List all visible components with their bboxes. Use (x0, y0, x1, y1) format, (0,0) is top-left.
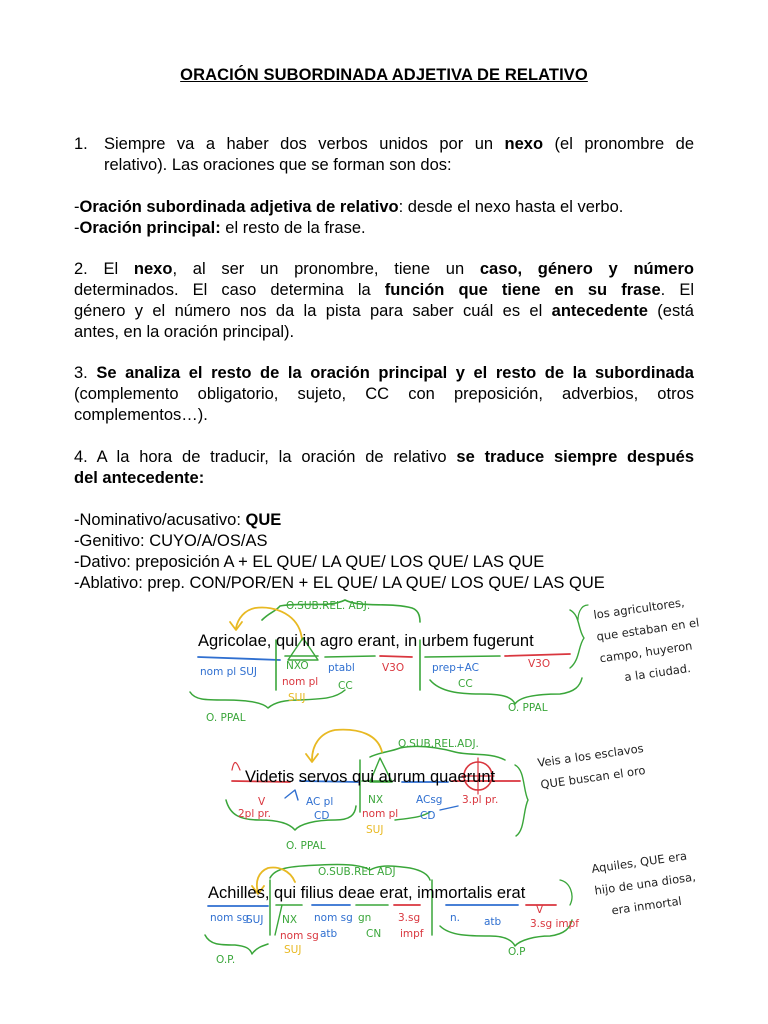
example-sentence-3: Achilles, qui filius deae erat, immortalis erat (208, 884, 526, 902)
ex3-label: gn (358, 912, 372, 924)
ex3-label: O.P. (216, 954, 236, 966)
ex3-label: atb (484, 916, 502, 928)
ex3-label: atb (320, 928, 338, 940)
translation-2: Veis a los esclavos QUE buscan el oro (536, 741, 647, 792)
ex3-label: 3.sg (398, 912, 421, 924)
p2-line-1: 2. El nexo, al ser un pronombre, tiene un caso, género y número (74, 260, 694, 278)
ex2-bracket-label: O.SUB.REL.ADJ. (398, 738, 479, 750)
ex2-label: CD (420, 810, 436, 822)
ex1-label: O. PPAL (206, 712, 246, 724)
ex1-label: nom pl (282, 676, 319, 688)
p1-number: 1. (74, 135, 88, 153)
ex2-label: ACsg (416, 794, 443, 806)
ex2-label: AC pl (306, 796, 334, 808)
case-dativo: -Dativo: preposición A + EL QUE/ LA QUE/ LOS QUE/ LAS QUE (74, 553, 545, 571)
ex1-label: V3O (528, 658, 551, 670)
ex1-label: nom pl SUJ (200, 666, 258, 678)
ex1-bracket-label: O.SUB.REL. ADJ. (286, 600, 371, 612)
p3-line-1: 3. Se analiza el resto de la oración principal y el resto de la subordinada (74, 364, 694, 382)
ex2-label: CD (314, 810, 330, 822)
ex1-label: O. PPAL (508, 702, 548, 714)
ex1-label: ptabl (328, 662, 355, 674)
example-sentence-2: Videtis servos qui aurum quaerunt (245, 768, 496, 786)
ex3-label: O.P (508, 946, 526, 958)
ex3-label: nom sg (210, 912, 249, 924)
ex3-label: n. (450, 912, 460, 924)
ex3-label: CN (366, 928, 382, 940)
case-ablativo: -Ablativo: prep. CON/POR/EN + EL QUE/ LA QUE/ LOS QUE/ LAS QUE (74, 574, 605, 592)
ex2-label: V (258, 796, 266, 808)
p3-line-3: complementos…). (74, 406, 208, 424)
p1-line-2: relativo). Las oraciones que se forman son dos: (104, 156, 452, 174)
p2-line-2: determinados. El caso determina la función que tiene en su frase. El (74, 281, 695, 299)
ex2-label: NX (368, 794, 384, 806)
translation-3: Aquiles, QUE era hijo de una diosa, era inmortal (590, 848, 697, 918)
p4-line-2: del antecedente: (74, 469, 205, 487)
ex1-label: CC (458, 678, 473, 690)
ex3-label: SUJ (284, 944, 302, 956)
ex3-label: impf (400, 928, 424, 940)
ex2-label: 3.pl pr. (462, 794, 499, 806)
example-sentence-1: Agricolae, qui in agro erant, in urbem fugerunt (198, 632, 534, 650)
ex2-label: nom pl (362, 808, 399, 820)
ex1-label: SUJ (288, 692, 306, 704)
page-title: ORACIÓN SUBORDINADA ADJETIVA DE RELATIVO (180, 66, 588, 84)
ex1-label: prep+AC (432, 662, 480, 674)
def-subordinada: -Oración subordinada adjetiva de relativo: desde el nexo hasta el verbo. (74, 198, 624, 216)
p4-line-1: 4. A la hora de traducir, la oración de relativo se traduce siempre después (74, 448, 695, 466)
ex2-label: 2pl pr. (238, 808, 271, 820)
ex1-label: NXO (286, 660, 309, 672)
ex3-label: nom sg (314, 912, 353, 924)
ex3-label: 3.sg impf (530, 918, 579, 930)
ex1-label: CC (338, 680, 353, 692)
ex3-label: nom sg (280, 930, 319, 942)
p1-line-1: 1. Siempre va a haber dos verbos unidos por un nexo (el pronombre de (74, 135, 694, 153)
ex3-label: SUJ (246, 914, 264, 926)
ex3-label: V (536, 904, 544, 916)
ex1-label: V3O (382, 662, 405, 674)
ex3-label: NX (282, 914, 298, 926)
ex3-bracket-label: O.SUB.REL ADJ (318, 866, 396, 878)
case-nominativo: -Nominativo/acusativo: QUE (74, 511, 282, 529)
p2-line-3: género y el número nos da la pista para saber cuál es el antecedente (está (74, 302, 694, 320)
ex2-label: SUJ (366, 824, 384, 836)
p3-line-2: (complemento obligatorio, sujeto, CC con preposición, adverbios, otros (74, 385, 694, 403)
translation-1: los agricultores, que estaban en el campo, huyeron a la ciudad. (592, 595, 701, 685)
ex2-label: O. PPAL (286, 840, 326, 852)
def-principal: -Oración principal: el resto de la frase. (74, 219, 366, 237)
p2-line-4: antes, en la oración principal). (74, 323, 295, 341)
case-genitivo: -Genitivo: CUYO/A/OS/AS (74, 532, 268, 550)
